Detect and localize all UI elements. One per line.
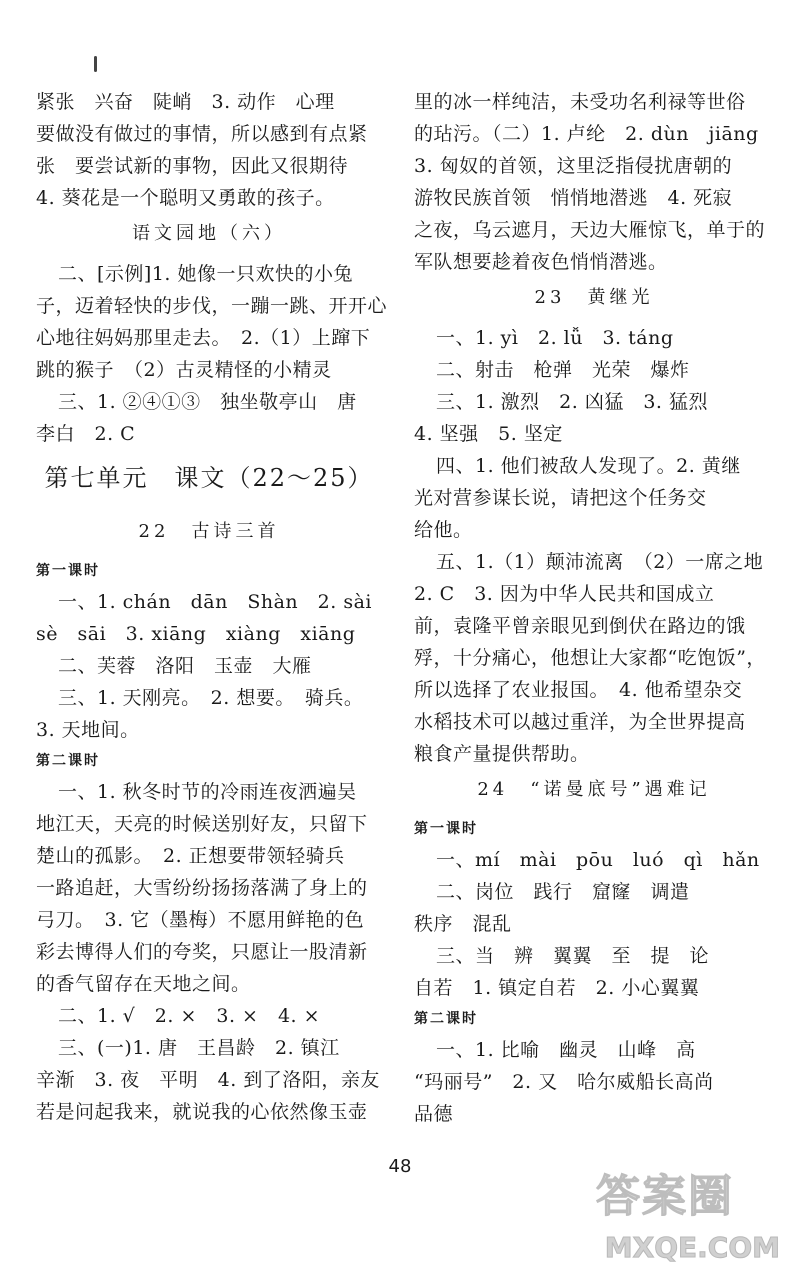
page-number: 48 <box>388 1156 412 1177</box>
text-line: 心地往妈妈那里走去。 2.（1）上蹿下 <box>36 327 371 349</box>
text-line: 二、射击 枪弹 光荣 爆炸 <box>436 359 690 381</box>
text-line: 光对营参谋长说，请把这个任务交 <box>414 487 707 509</box>
section-heading: 语文园地（六） <box>132 223 286 244</box>
lesson-subheading: 第一课时 <box>414 821 478 837</box>
text-line: “玛丽号” 2. 又 哈尔威船长高尚 <box>414 1071 714 1093</box>
text-line: 4. 葵花是一个聪明又勇敢的孩子。 <box>36 187 335 209</box>
text-line: 一、1. yì 2. lǚ 3. táng <box>436 327 674 349</box>
text-line: 秩序 混乱 <box>414 913 512 935</box>
text-line: 3. 天地间。 <box>36 719 140 741</box>
text-line: 三、1. 天刚亮。 2. 想要。 骑兵。 <box>58 687 364 709</box>
text-line: 自若 1. 镇定自若 2. 小心翼翼 <box>414 977 700 999</box>
text-line: 2. C 3. 因为中华人民共和国成立 <box>414 583 715 605</box>
text-line: 二、1. √ 2. × 3. × 4. × <box>58 1005 321 1027</box>
lesson-subheading: 第一课时 <box>36 563 100 579</box>
text-line: 三、(一)1. 唐 王昌龄 2. 镇江 <box>58 1037 340 1059</box>
text-line: 李白 2. C <box>36 423 136 445</box>
lesson-subheading: 第二课时 <box>36 753 100 769</box>
text-line: 之夜，乌云遮月，天边大雁惊飞，单于的 <box>414 219 766 241</box>
watermark-logo <box>590 1156 780 1266</box>
text-line: 军队想要趁着夜色悄悄潜逃。 <box>414 251 668 273</box>
lesson-subheading: 第二课时 <box>414 1011 478 1027</box>
text-line: 辛渐 3. 夜 平明 4. 到了洛阳，亲友 <box>36 1069 380 1091</box>
text-line: 子，迈着轻快的步伐，一蹦一跳、开开心 <box>36 295 388 317</box>
right-column <box>414 86 774 1130</box>
text-line: 给他。 <box>414 519 473 541</box>
text-line: 里的冰一样纯洁，未受功名利禄等世俗 <box>414 91 746 113</box>
text-line: 的玷污。（二）1. 卢纶 2. dùn jiāng <box>414 123 759 145</box>
text-line: 紧张 兴奋 陡峭 3. 动作 心理 <box>36 91 335 113</box>
section-heading: 22 古诗三首 <box>138 521 280 542</box>
watermark-site: MXQE.COM <box>604 1231 780 1264</box>
text-line: 三、1. ②④①③ 独坐敬亭山 唐 <box>58 391 357 413</box>
text-line: 地江天，天亮的时候送别好友，只留下 <box>36 813 368 835</box>
text-line: 跳的猴子 （2）古灵精怪的小精灵 <box>36 359 332 381</box>
text-line: 所以选择了农业报国。 4. 他希望杂交 <box>414 679 743 701</box>
text-line: sè sāi 3. xiāng xiàng xiāng <box>36 623 356 645</box>
text-line: 一、1. 比喻 幽灵 山峰 高 <box>436 1039 696 1061</box>
text-line: 品德 <box>414 1103 454 1125</box>
text-line: 要做没有做过的事情，所以感到有点紧 <box>36 123 368 145</box>
section-heading: 23 黄继光 <box>534 287 654 308</box>
text-line: 二、岗位 践行 窟窿 调遣 <box>436 881 690 903</box>
text-line: 殍，十分痛心，他想让大家都“吃饱饭”， <box>414 647 766 669</box>
watermark-text: 答案圈 <box>596 1171 734 1222</box>
text-line: 一、mí mài pōu luó qì hǎn <box>436 849 760 871</box>
scan-mark <box>94 56 97 72</box>
text-line: 二、[示例]1. 她像一只欢快的小兔 <box>58 263 353 285</box>
text-line: 一路追赶，大雪纷纷扬扬落满了身上的 <box>36 877 368 899</box>
text-line: 三、1. 激烈 2. 凶猛 3. 猛烈 <box>436 391 709 413</box>
unit-heading: 第七单元 课文（22～25） <box>44 464 374 492</box>
left-column <box>36 86 388 1128</box>
text-line: 若是问起我来，就说我的心依然像玉壶 <box>36 1101 368 1123</box>
text-line: 水稻技术可以越过重洋，为全世界提高 <box>414 711 746 733</box>
text-line: 三、当 辨 翼翼 至 提 论 <box>436 945 710 967</box>
text-line: 弓刀。 3. 它（墨梅）不愿用鲜艳的色 <box>36 909 365 931</box>
text-line: 的香气留存在天地之间。 <box>36 973 251 995</box>
text-line: 一、1. chán dān Shàn 2. sài <box>58 591 372 613</box>
text-line: 游牧民族首领 悄悄地潜逃 4. 死寂 <box>414 187 733 209</box>
text-line: 二、芙蓉 洛阳 玉壶 大雁 <box>58 655 312 677</box>
text-line: 前，袁隆平曾亲眼见到倒伏在路边的饿 <box>414 615 746 637</box>
text-line: 粮食产量提供帮助。 <box>414 743 590 765</box>
text-line: 一、1. 秋冬时节的冷雨连夜洒遍吴 <box>58 781 357 803</box>
section-heading: 24 “诺曼底号”遇难记 <box>477 779 711 800</box>
text-line: 楚山的孤影。 2. 正想要带领轻骑兵 <box>36 845 345 867</box>
text-line: 4. 坚强 5. 坚定 <box>414 423 563 445</box>
text-line: 3. 匈奴的首领，这里泛指侵扰唐朝的 <box>414 155 733 177</box>
text-line: 彩去博得人们的夸奖，只愿让一股清新 <box>36 941 368 963</box>
text-line: 四、1. 他们被敌人发现了。2. 黄继 <box>436 455 741 477</box>
text-line: 五、1.（1）颠沛流离 （2）一席之地 <box>436 551 764 573</box>
text-line: 张 要尝试新的事物，因此又很期待 <box>36 155 349 177</box>
